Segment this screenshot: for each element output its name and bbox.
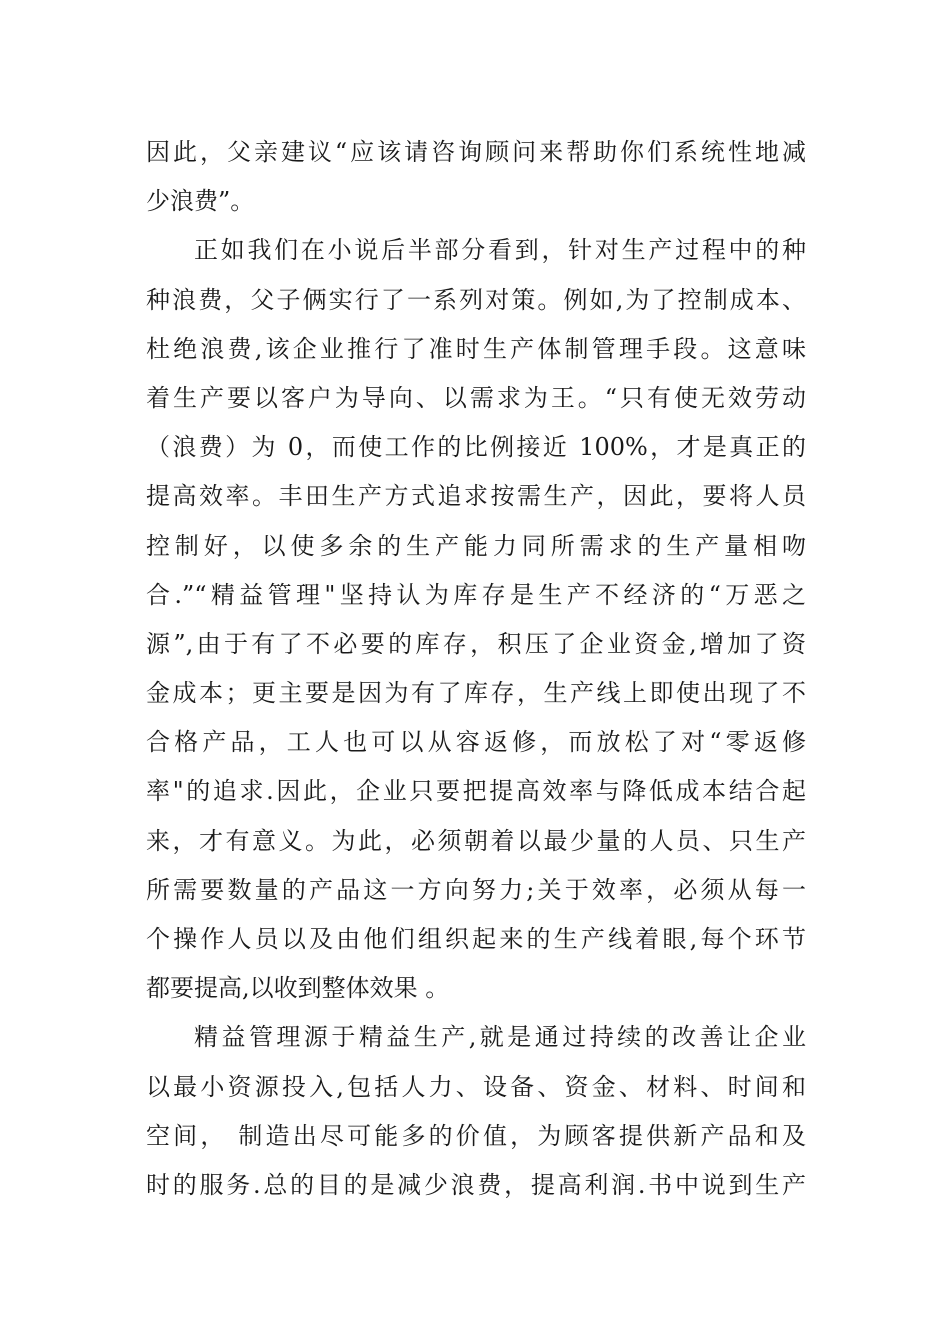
body-text (146, 128, 806, 1210)
text-line: 着生产要以客户为导向、以需求为王。“只有使无效劳动 (146, 383, 806, 412)
text-line: 时的服务.总的目的是减少浪费，提高利润.书中说到生产 (146, 1170, 806, 1199)
text-line: 都要提高,以收到整体效果 。 (146, 974, 450, 1003)
text-line: 来，才有意义。为此，必须朝着以最少量的人员、只生产 (146, 826, 806, 855)
text-line: 提高效率。丰田生产方式追求按需生产，因此，要将人员 (146, 482, 806, 511)
text-line: 率"的追求.因此，企业只要把提高效率与降低成本结合起 (146, 777, 806, 806)
text-line: 合格产品，工人也可以从容返修，而放松了对“零返修 (146, 728, 806, 757)
text-line: 因此，父亲建议“应该请咨询顾问来帮助你们系统性地减 (146, 138, 806, 166)
text-line: 精益管理源于精益生产,就是通过持续的改善让企业 (194, 1023, 806, 1052)
text-line: 以最小资源投入,包括人力、设备、资金、材料、时间和 (146, 1072, 806, 1101)
text-line: 正如我们在小说后半部分看到，针对生产过程中的种 (194, 236, 806, 265)
text-line: 金成本；更主要是因为有了库存，生产线上即使出现了不 (146, 679, 806, 708)
text-line: 源”,由于有了不必要的库存，积压了企业资金,增加了资 (146, 629, 806, 658)
text-line: 个操作人员以及由他们组织起来的生产线着眼,每个环节 (146, 925, 806, 953)
text-line: 控制好，以使多余的生产能力同所需求的生产量相吻 (146, 531, 806, 560)
text-line: 空间， 制造出尽可能多的价值，为顾客提供新产品和及 (146, 1121, 806, 1150)
text-line: 杜绝浪费,该企业推行了准时生产体制管理手段。这意味 (146, 334, 806, 363)
text-line: 少浪费”。 (146, 187, 255, 216)
text-line: 所需要数量的产品这一方向努力;关于效率，必须从每一 (146, 875, 806, 904)
text-line: 种浪费，父子俩实行了一系列对策。例如,为了控制成本、 (146, 285, 806, 314)
text-line: （浪费）为 0，而使工作的比例接近 100%，才是真正的 (146, 433, 806, 462)
text-line: 合.”“精益管理"坚持认为库存是生产不经济的“万恶之 (146, 580, 806, 609)
